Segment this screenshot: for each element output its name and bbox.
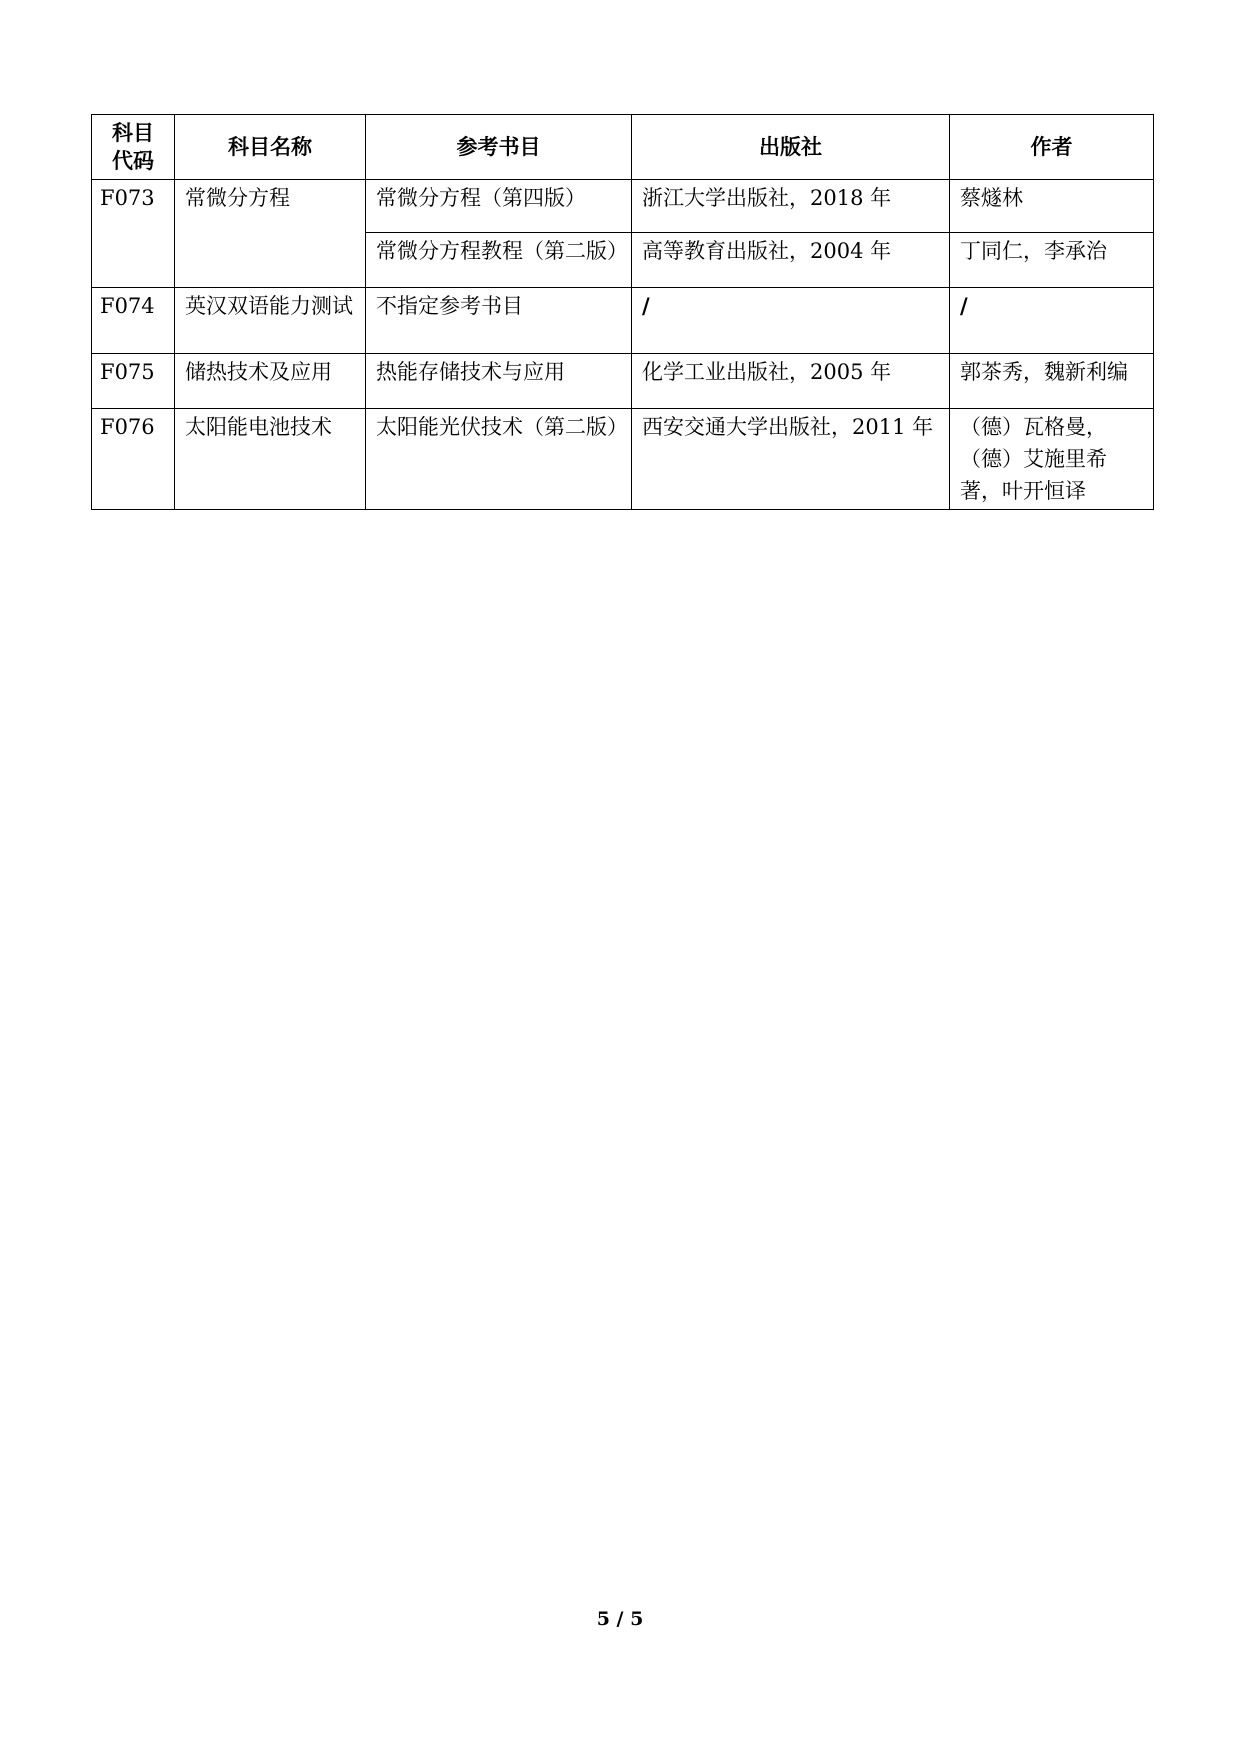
reference-book-cell: 常微分方程教程（第二版）	[366, 233, 632, 288]
subject-name-cell: 常微分方程	[175, 180, 366, 288]
header-author: 作者	[950, 115, 1154, 180]
publisher-cell: 高等教育出版社，2004 年	[632, 233, 950, 288]
table-row	[92, 354, 1154, 409]
publisher-cell: 化学工业出版社，2005 年	[632, 354, 950, 409]
header-reference-book: 参考书目	[366, 115, 632, 180]
subject-code-cell: F074	[92, 288, 175, 354]
reference-book-cell: 热能存储技术与应用	[366, 354, 632, 409]
publisher-cell: 浙江大学出版社，2018 年	[632, 180, 950, 233]
header-subject-code	[92, 115, 175, 180]
header-publisher: 出版社	[632, 115, 950, 180]
header-subject-code-text: 科目 代码	[112, 120, 154, 173]
author-cell: /	[950, 288, 1154, 354]
header-subject-name: 科目名称	[175, 115, 366, 180]
subject-name-cell: 英汉双语能力测试	[175, 288, 366, 354]
author-cell: 郭茶秀，魏新利编	[950, 354, 1154, 409]
subject-code-cell: F075	[92, 354, 175, 409]
subject-code-cell: F076	[92, 409, 175, 510]
publisher-cell: /	[632, 288, 950, 354]
reference-books-table	[91, 114, 1154, 510]
publisher-cell: 西安交通大学出版社，2011 年	[632, 409, 950, 510]
subject-name-cell: 太阳能电池技术	[175, 409, 366, 510]
table-header-row	[92, 115, 1154, 180]
reference-book-cell: 太阳能光伏技术（第二版）	[366, 409, 632, 510]
reference-book-cell: 不指定参考书目	[366, 288, 632, 354]
table-row	[92, 409, 1154, 510]
table-row	[92, 288, 1154, 354]
author-cell: 丁同仁，李承治	[950, 233, 1154, 288]
table-row	[92, 180, 1154, 233]
reference-book-cell: 常微分方程（第四版）	[366, 180, 632, 233]
subject-code-cell: F073	[92, 180, 175, 288]
subject-name-cell: 储热技术及应用	[175, 354, 366, 409]
author-cell: 蔡燧林	[950, 180, 1154, 233]
author-cell: （德）瓦格曼，（德）艾施里希著，叶开恒译	[950, 409, 1154, 510]
page-number: 5 / 5	[596, 1608, 644, 1630]
